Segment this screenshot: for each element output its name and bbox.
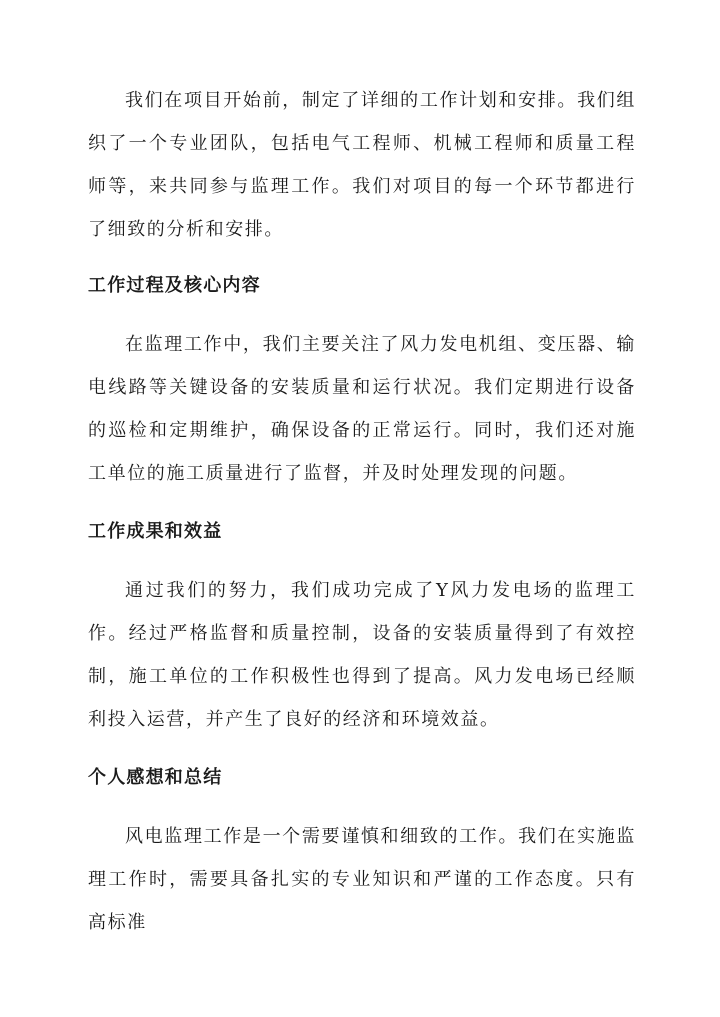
summary-paragraph: 风电监理工作是一个需要谨慎和细致的工作。我们在实施监理工作时，需要具备扎实的专业知识和严谨的工作态度。只有高标准	[88, 826, 636, 933]
results-paragraph: 通过我们的努力，我们成功完成了Y风力发电场的监理工作。经过严格监督和质量控制，设备的安装质量得到了有效控制，施工单位的工作积极性也得到了提高。风力发电场已经顺利投入运营，并产生了良好的经济和环境效益。	[88, 580, 636, 730]
intro-paragraph: 我们在项目开始前，制定了详细的工作计划和安排。我们组织了一个专业团队，包括电气工程师、机械工程师和质量工程师等，来共同参与监理工作。我们对项目的每一个环节都进行了细致的分析和安排。	[88, 90, 636, 240]
section-heading-summary: 个人感想和总结	[88, 767, 223, 788]
section-heading-process: 工作过程及核心内容	[88, 275, 261, 296]
process-paragraph: 在监理工作中，我们主要关注了风力发电机组、变压器、输电线路等关键设备的安装质量和运行状况。我们定期进行设备的巡检和定期维护，确保设备的正常运行。同时，我们还对施工单位的施工质量进行了监督，并及时处理发现的问题。	[88, 334, 636, 484]
section-heading-results: 工作成果和效益	[88, 521, 223, 542]
